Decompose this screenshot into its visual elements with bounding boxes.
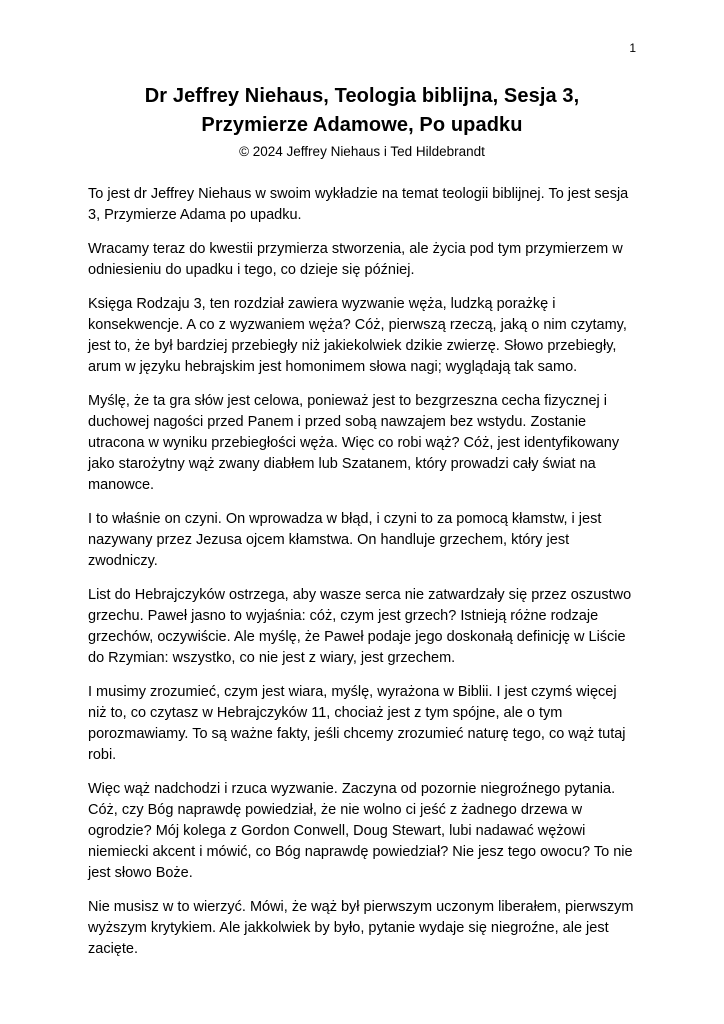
paragraph: Księga Rodzaju 3, ten rozdział zawiera wyzwanie węża, ludzką porażkę i konsekwencje. A co z wyzwaniem węża? Cóż, pierwszą rzeczą, jaką o nim czytamy, jest to, że był bardziej przebiegły niż jakiekolwiek dzikie zwierzę. Słowo przebiegły, arum w języku hebrajskim jest homonimem słowa nagi; wyglądają tak samo. (88, 295, 627, 375)
document-title (88, 82, 636, 140)
paragraph: To jest dr Jeffrey Niehaus w swoim wykładzie na temat teologii biblijnej. To jest sesja 3, Przymierze Adama po upadku. (88, 185, 629, 223)
title-line-1: Dr Jeffrey Niehaus, Teologia biblijna, Sesja 3, (144, 85, 580, 107)
paragraph: I to właśnie on czyni. On wprowadza w błąd, i czyni to za pomocą kłamstw, i jest nazywany przez Jezusa ojcem kłamstwa. On handluje grzechem, który jest zwodniczy. (88, 510, 602, 569)
title-line-2: Przymierze Adamowe, Po upadku (201, 114, 523, 136)
paragraph: Myślę, że ta gra słów jest celowa, ponieważ jest to bezgrzeszna cecha fizycznej i duchowej nagości przed Panem i przed sobą nawzajem bez wstydu. Zostanie utracona w wyniku przebiegłości węża. Więc co robi wąż? Cóż, jest identyfikowany jako starożytny wąż zwany diabłem lub Szatanem, który prowadzi cały świat na manowce. (88, 392, 620, 493)
page-number: 1 (629, 41, 636, 55)
paragraph: Więc wąż nadchodzi i rzuca wyzwanie. Zaczyna od pozornie niegroźnego pytania. Cóż, czy Bóg naprawdę powiedział, że nie wolno ci jeść z żadnego drzewa w ogrodzie? Mój kolega z Gordon Conwell, Doug Stewart, lubi nadawać wężowi niemiecki akcent i mówić, co Bóg naprawdę powiedział? Nie jesz tego owocu? To nie jest słowo Boże. (88, 780, 633, 881)
paragraph: List do Hebrajczyków ostrzega, aby wasze serca nie zatwardzały się przez oszustwo grzechu. Paweł jasno to wyjaśnia: cóż, czym jest grzech? Istnieją różne rodzaje grzechów, oczywiście. Ale myślę, że Paweł podaje jego doskonałą definicję w Liście do Rzymian: wszystko, co nie jest z wiary, jest grzechem. (88, 586, 632, 666)
paragraph: I musimy zrozumieć, czym jest wiara, myślę, wyrażona w Biblii. I jest czymś więcej niż to, co czytasz w Hebrajczyków 11, chociaż jest z tym spójne, ale o tym porozmawiamy. To są ważne fakty, jeśli chcemy zrozumieć naturę tego, co wąż tutaj robi. (88, 683, 626, 763)
document-body (88, 184, 636, 960)
paragraph: Nie musisz w to wierzyć. Mówi, że wąż był pierwszym uczonym liberałem, pierwszym wyższym krytykiem. Ale jakkolwiek by było, pytanie wydaje się niegroźne, ale jest zacięte. (88, 898, 634, 957)
copyright-line: © 2024 Jeffrey Niehaus i Ted Hildebrandt (239, 144, 485, 159)
paragraph: Wracamy teraz do kwestii przymierza stworzenia, ale życia pod tym przymierzem w odniesieniu do upadku i tego, co dzieje się później. (88, 240, 623, 278)
